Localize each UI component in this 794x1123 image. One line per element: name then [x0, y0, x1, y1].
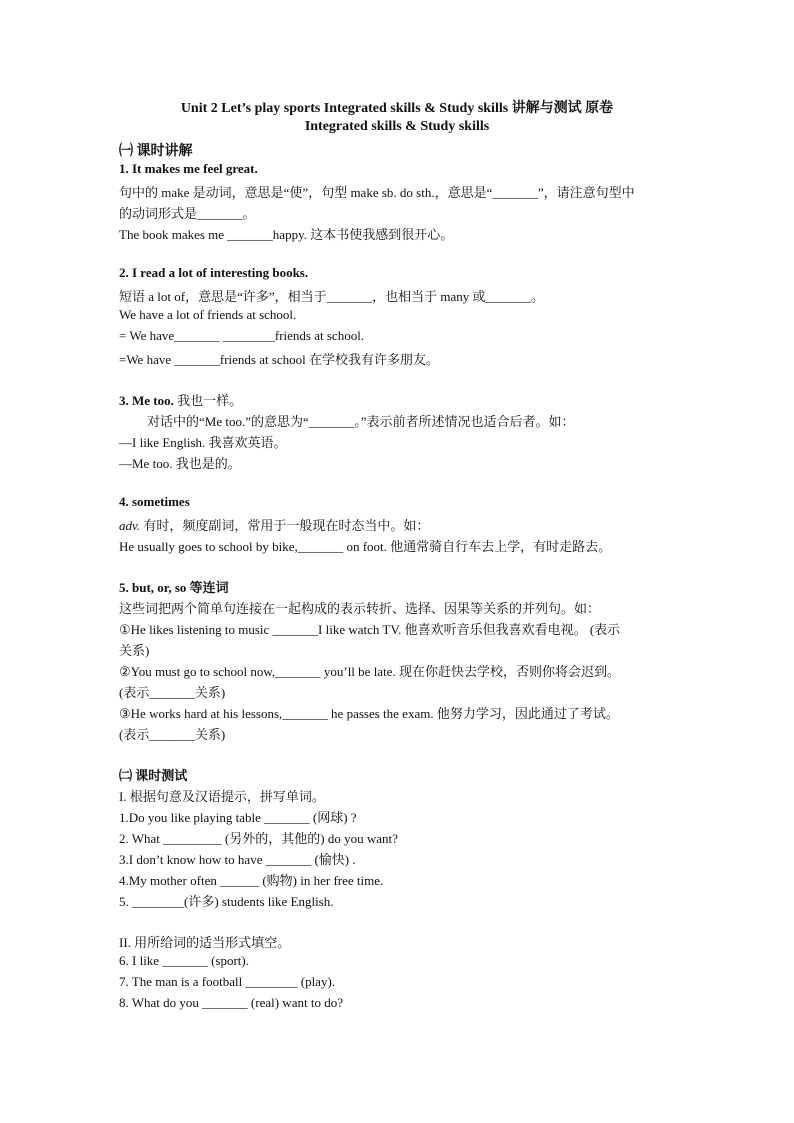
part1-heading: ㈠ 课时讲解	[119, 144, 193, 159]
item3-title: 3. Me too.	[119, 393, 174, 408]
section2-heading: II. 用所给词的适当形式填空。	[119, 935, 291, 950]
item2-line1: 短语 a lot of，意思是“许多”，相当于_______，也相当于 many 或_______。	[119, 289, 544, 304]
question-4: 4.My mother often ______ (购物) in her free time.	[119, 873, 384, 888]
item5-title: 5. but, or, so 等连词	[119, 580, 229, 595]
item3-title-zh: 我也一样。	[173, 393, 243, 408]
question-3: 3.I don’t know how to have _______ (愉快) .	[119, 852, 356, 867]
item3-title-row	[119, 390, 242, 409]
item5-line2: ①He likes listening to music _______I like watch TV. 他喜欢听音乐但我喜欢看电视。 (表示	[119, 622, 621, 637]
item4-line1: 有时，频度副词，常用于一般现在时态当中。如：	[140, 518, 430, 533]
document-title: Unit 2 Let’s play sports Integrated skills & Study skills 讲解与测试 原卷	[180, 101, 614, 116]
item3-line1: 对话中的“Me too.”的意思为“_______。”表示前者所述情况也适合后者。如：	[147, 414, 575, 429]
item3-line3: —Me too. 我也是的。	[119, 456, 241, 471]
question-1: 1.Do you like playing table _______ (网球) ?	[119, 810, 357, 825]
question-2: 2. What _________ (另外的，其他的) do you want?	[119, 831, 398, 846]
question-8: 8. What do you _______ (real) want to do?	[119, 995, 343, 1010]
item5-line4: ②You must go to school now,_______ you’ll be late. 现在你赶快去学校，否则你将会迟到。	[119, 664, 620, 679]
item2-line2: We have a lot of friends at school.	[119, 307, 297, 322]
section1-heading: I. 根据句意及汉语提示，拼写单词。	[119, 789, 325, 804]
document-subtitle: Integrated skills & Study skills	[304, 119, 490, 134]
item5-line6: ③He works hard at his lessons,_______ he passes the exam. 他努力学习，因此通过了考试。	[119, 706, 619, 721]
item5-line7: (表示_______关系)	[119, 727, 226, 742]
part2-heading: ㈡ 课时测试	[119, 768, 188, 783]
item1-line2: 的动词形式是_______。	[119, 206, 256, 221]
item1-line3: The book makes me _______happy. 这本书使我感到很开心。	[119, 227, 454, 242]
item4-pos: adv.	[119, 518, 141, 533]
item4-line2: He usually goes to school by bike,_______ on foot. 他通常骑自行车去上学，有时走路去。	[119, 539, 612, 554]
item2-line3: = We have_______ ________friends at school.	[119, 328, 365, 343]
item3-line2: —I like English. 我喜欢英语。	[119, 435, 287, 450]
item1-title: 1. It makes me feel great.	[119, 161, 258, 176]
question-6: 6. I like _______ (sport).	[119, 953, 249, 968]
item4-line1-row	[119, 515, 429, 534]
item4-title: 4. sometimes	[119, 494, 190, 509]
item2-line4: =We have _______friends at school 在学校我有许多朋友。	[119, 352, 440, 367]
question-7: 7. The man is a football ________ (play).	[119, 974, 336, 989]
item2-title: 2. I read a lot of interesting books.	[119, 265, 309, 280]
item1-line1: 句中的 make 是动词，意思是“使”，句型 make sb. do sth.，意思是“_______”，请注意句型中	[119, 185, 635, 200]
item5-line3: 关系)	[119, 643, 150, 658]
question-5: 5. ________(许多) students like English.	[119, 894, 334, 909]
item5-line1: 这些词把两个简单句连接在一起构成的表示转折、选择、因果等关系的并列句。如：	[119, 601, 601, 616]
item5-line5: (表示_______关系)	[119, 685, 226, 700]
